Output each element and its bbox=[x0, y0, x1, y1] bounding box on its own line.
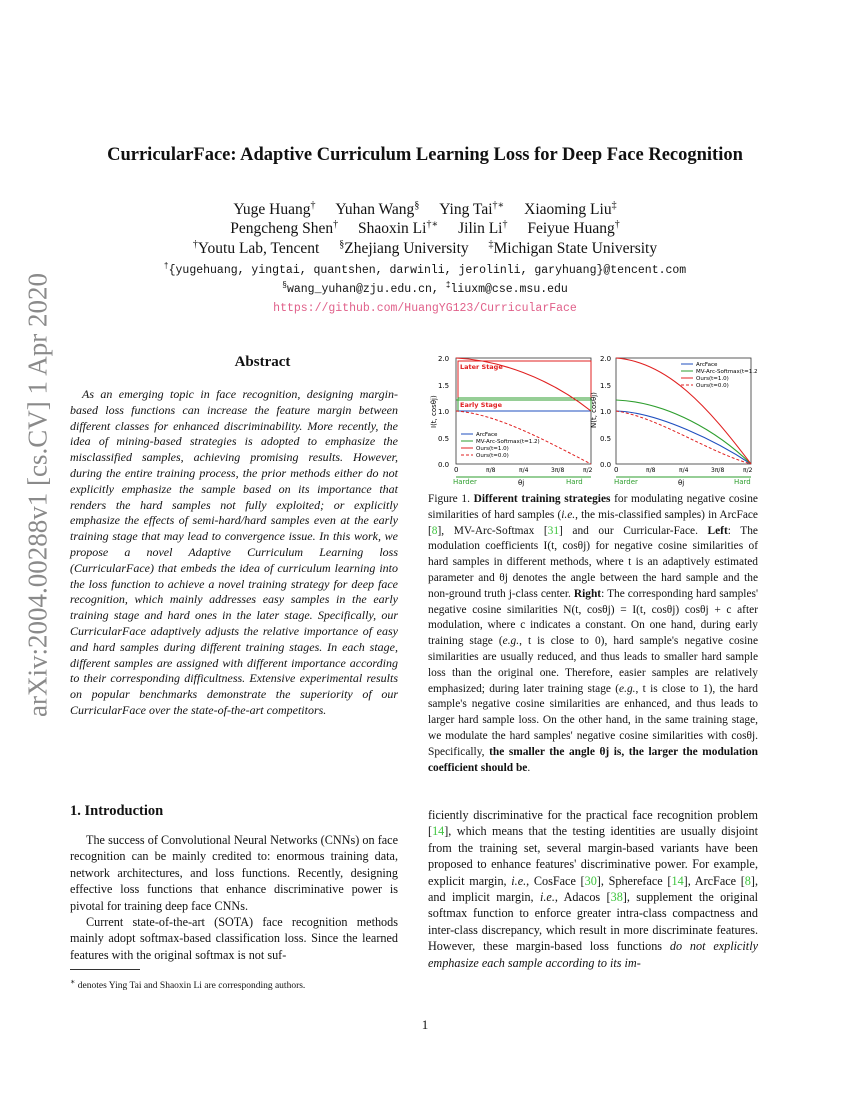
author: Ying Tai†∗ bbox=[439, 200, 505, 219]
left-ylabel: I(t, cosθj) bbox=[430, 395, 438, 428]
left-ytick: 1.0 bbox=[438, 408, 450, 416]
left-xtick: π/4 bbox=[519, 467, 529, 474]
left-early-stage-label: Early Stage bbox=[460, 401, 502, 409]
right-plot bbox=[590, 355, 758, 487]
page-number: 1 bbox=[421, 1017, 429, 1032]
citation-link[interactable]: 31 bbox=[547, 524, 560, 537]
citation-link[interactable]: 8 bbox=[431, 524, 438, 537]
right-xlabel: θj bbox=[678, 479, 685, 487]
left-xlabel: θj bbox=[518, 479, 525, 487]
author: Jilin Li† bbox=[458, 219, 508, 238]
figure-1-caption: Figure 1. Different training strategies for modulating negative cosine similarities of hard samples (i.e., the mis-classified samples) in ArcFace [8], MV-Arc-Softmax [31] and our Curricular-Face. Left: The modulation coefficients I(t, cosθj) for negative cosine similarities of hard samples in different methods, where t is an adaptively estimated parameter and θj denotes the angle between the hard sample and the non-ground truth j-class center. Right: The corresponding hard samples' negative cosine similarities N(t, cosθj) = I(t, cosθj) cosθj + c after modulation, where c indicates a constant. On one hand, during early training stage (e.g., t is close to 0), hard sample's negative cosine similarities are usually reduced, and thus leads to smaller hard sample loss than the original one. Therefore, easier samples are relatively emphasized; during later training stage (e.g., t is close to 1), the hard sample's negative cosine similarities are enhanced, and thus leads to larger hard sample loss. On the other hand, in the same training stage, we modulate the hard samples' negative cosine similarities with cosθj. Specifically, the smaller the angle θj is, the larger the modulation coefficient should be. bbox=[428, 493, 758, 774]
left-ytick: 1.5 bbox=[438, 382, 450, 390]
intro-heading: 1. Introduction bbox=[70, 803, 164, 819]
right-legend bbox=[681, 362, 758, 389]
left-plot bbox=[430, 355, 593, 487]
affiliations bbox=[0, 239, 850, 258]
author: Yuge Huang† bbox=[233, 200, 316, 219]
abstract-text: As an emerging topic in face recognition, designing margin-based loss functions can increase the feature margin between different classes for enhanced discriminability. More recently, the idea of mining-based strategies is adopted to emphasize the misclassified samples, achieving promising results. However, during the entire training process, the prior methods either do not explicitly emphasize the sample based on its importance that renders the hard samples not fully exploited; or explicitly emphasize the effects of semi-hard/hard samples even at the early training stage that may lead to convergence issue. In this work, we propose a novel Adaptive Curriculum Learning loss (CurricularFace) that embeds the idea of curriculum learning into the loss function to achieve a novel training strategy for deep face recognition, which mainly addresses easy samples in the early training stage and hard ones in the later stage. Specifically, our CurricularFace adaptively adjusts the relative importance of easy and hard samples during different training stages. In each stage, different samples are assigned with different importance according to their corresponding difficultness. Extensive experimental results on popular benchmarks demonstrate the superiority of our CurricularFace over the state-of-the-art competitors. bbox=[70, 387, 398, 717]
affiliation: ‡Michigan State University bbox=[488, 239, 658, 258]
email-tencent: †{yugehuang, yingtai, quantshen, darwinli, jerolinli, garyhuang}@tencent.com bbox=[163, 262, 687, 277]
citation-link[interactable]: 8 bbox=[744, 873, 751, 888]
right-ytick: 1.0 bbox=[600, 408, 612, 416]
citation-link[interactable]: 14 bbox=[432, 824, 445, 839]
intro-continued: ficiently discriminative for the practical face recognition problem [14], which means that the testing identities are usually disjoint from the training set, several margin-based variants have been proposed to enhance features' discriminative power. For example, explicit margin, i.e., CosFace [30], Sphereface [14], ArcFace [8], and implicit margin, i.e., Adacos [38], supplement the original softmax function to enforce greater intra-class compactness and inter-class discrepancy, which result in more discriminate features. However, these margin-based loss functions do not explicitly emphasize each sample according to its im- bbox=[428, 808, 759, 970]
arxiv-id: arXiv:2004.00288v1 [cs.CV] 1 Apr 2020 bbox=[22, 273, 53, 717]
right-legend-item: Ours(t=0.0) bbox=[696, 383, 729, 389]
right-hard-label: Hard bbox=[734, 478, 751, 486]
affiliation: §Zhejiang University bbox=[339, 239, 469, 258]
author: Xiaoming Liu‡ bbox=[524, 200, 617, 219]
figure-1-plots bbox=[428, 352, 758, 487]
right-xtick: π/4 bbox=[679, 467, 689, 474]
right-legend-item: MV-Arc-Softmax(t=1.2) bbox=[696, 369, 758, 375]
left-hard-label: Hard bbox=[566, 478, 583, 486]
left-legend-item: Ours(t=0.0) bbox=[476, 453, 509, 459]
citation-link[interactable]: 14 bbox=[671, 873, 684, 888]
intro-paragraph: The success of Convolutional Neural Networks (CNNs) on face recognition can be mainly credited to: enormous training data, network architectures, and loss functions. Recently, designing effective loss functions that enhance discriminative power is pivotal for training deep face CNNs. bbox=[70, 833, 398, 913]
author: Yuhan Wang§ bbox=[335, 200, 420, 219]
right-xtick: π/8 bbox=[646, 467, 656, 474]
left-legend-item: MV-Arc-Softmax(t=1.2) bbox=[476, 439, 540, 445]
right-ytick: 0.0 bbox=[600, 461, 612, 469]
right-xtick: 0 bbox=[614, 466, 619, 474]
right-legend-item: Ours(t=1.0) bbox=[696, 376, 729, 382]
paper-title: CurricularFace: Adaptive Curriculum Learning Loss for Deep Face Recognition bbox=[107, 145, 743, 165]
author: Pengcheng Shen† bbox=[230, 219, 339, 238]
author-row-2 bbox=[0, 219, 850, 238]
figure-1 bbox=[428, 352, 758, 487]
intro-text bbox=[70, 832, 398, 963]
affiliation: †Youtu Lab, Tencent bbox=[192, 239, 320, 258]
left-xtick: 3π/8 bbox=[551, 467, 565, 474]
left-ytick: 0.0 bbox=[438, 461, 450, 469]
left-harder-label: Harder bbox=[453, 478, 477, 486]
left-ytick: 2.0 bbox=[438, 355, 450, 363]
citation-link[interactable]: 30 bbox=[584, 873, 597, 888]
right-ytick: 1.5 bbox=[600, 382, 612, 390]
email-others: §wang_yuhan@zju.edu.cn, ‡liuxm@cse.msu.edu bbox=[282, 281, 568, 296]
author-row-1 bbox=[0, 200, 850, 219]
right-harder-label: Harder bbox=[614, 478, 638, 486]
footnote-rule bbox=[70, 969, 140, 970]
abstract-heading: Abstract bbox=[234, 354, 291, 370]
left-xtick: π/8 bbox=[486, 467, 496, 474]
author: Feiyue Huang† bbox=[527, 219, 620, 238]
author: Shaoxin Li†∗ bbox=[358, 219, 439, 238]
left-xtick: π/2 bbox=[583, 467, 593, 474]
github-link[interactable]: https://github.com/HuangYG123/CurricularFace bbox=[273, 302, 577, 315]
right-legend-item: ArcFace bbox=[696, 362, 718, 368]
left-legend-item: Ours(t=1.0) bbox=[476, 446, 509, 452]
intro-paragraph: Current state-of-the-art (SOTA) face recognition methods mainly adopt softmax-based classification loss. Since the learned features with the original softmax is not suf- bbox=[70, 915, 398, 962]
right-ylabel: N(t, cosθj) bbox=[590, 392, 598, 428]
footnote: ∗ denotes Ying Tai and Shaoxin Li are corresponding authors. bbox=[70, 977, 306, 992]
left-legend bbox=[461, 432, 540, 459]
right-ytick: 0.5 bbox=[600, 435, 612, 443]
left-legend-item: ArcFace bbox=[476, 432, 498, 438]
left-ytick: 0.5 bbox=[438, 435, 450, 443]
arxiv-stamp bbox=[18, 273, 58, 717]
citation-link[interactable]: 38 bbox=[610, 890, 623, 905]
right-curve-mv bbox=[616, 400, 751, 464]
left-xtick: 0 bbox=[454, 466, 459, 474]
right-xtick: π/2 bbox=[743, 467, 753, 474]
right-xtick: 3π/8 bbox=[711, 467, 725, 474]
left-later-stage-label: Later Stage bbox=[460, 363, 503, 371]
right-ytick: 2.0 bbox=[600, 355, 612, 363]
